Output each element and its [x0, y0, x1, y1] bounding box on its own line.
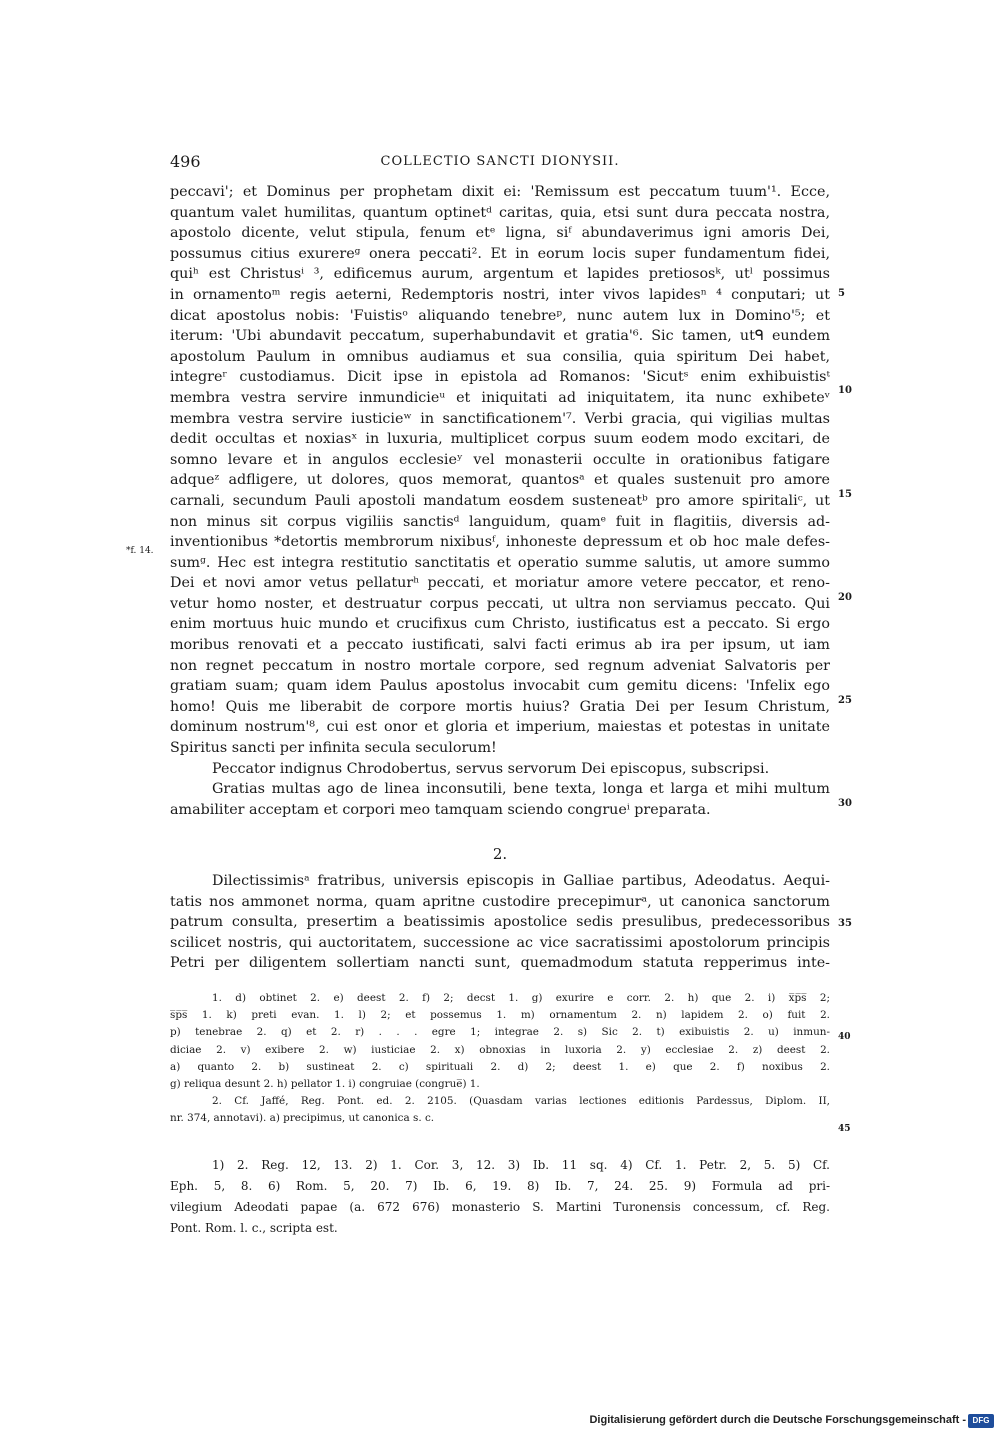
line-number: 45	[838, 1124, 851, 1134]
subscription-line: Peccator indignus Chrodobertus, servus servorum Dei episcopus, subscripsi.	[212, 760, 770, 777]
text-line: Dilectissimisᵃ fratribus, universis episcopis in Galliae partibus, Adeodatus. Aequi-	[212, 873, 830, 889]
apparatus-line: s̅p̅s̅ 1. k) preti evan. 1. l) 2; et possemus 1. m) ornamentum 2. n) lapidem 2. o) fuit 2.	[170, 1009, 830, 1022]
text-line: apostolum Paulum in omnibus audiamus et sua consilia, quia spiritum Dei habet,	[170, 348, 830, 365]
text-line: scilicet nostris, qui auctoritatem, successione ac vice sacratissimi apostolorum principis	[170, 934, 830, 951]
text-line: adqueᶻ adfligere, ut dolores, quos memorat, quantosᵃ et quales sustenuit pro amore	[170, 472, 830, 489]
text-line: quantum valet humilitas, quantum optinetᵈ caritas, quia, etsi sunt dura peccata nostra,	[170, 204, 830, 221]
charter-1-text	[170, 182, 830, 820]
section-number: 2.	[492, 845, 508, 863]
text-line: apostolo dicente, velut stipula, fenum etᵉ ligna, siᶠ abundaverimus igni amoris Dei,	[170, 225, 830, 242]
folio-margin-note: *f. 14.	[126, 546, 154, 556]
text-line: membra vestra servire inmundicieᵘ et iniquitati ad iniquitatem, ita nunc exhibeteᵛ	[170, 389, 830, 406]
text-line: integreʳ custodiamus. Dicit ipse in epistola ad Romanos: 'Sicutˢ enim exhibuistisᵗ	[170, 369, 830, 386]
text-line: possumus citius exurereᵍ onera peccati². Et in eorum locis super fundamentum fidei,	[170, 245, 830, 262]
text-line: patrum consulta, presertim a beatissimis apostolice sedis presulibus, predecessoribus	[170, 914, 830, 931]
text-line: sumᵍ. Hec est integra restitutio sanctitatis et operatio summe salutis, ut amore summo	[170, 554, 830, 571]
text-line: non minus sit corpus vigiliis sanctisᵈ languidum, quamᵉ fuit in flagitiis, diversis ad-	[170, 513, 830, 530]
source-footnotes	[170, 1155, 830, 1239]
digitization-credit: Digitalisierung gefördert durch die Deutsche Forschungsgemeinschaft -	[589, 1414, 966, 1426]
text-line: in ornamentoᵐ regis aeterni, Redemptoris nostri, inter vivos lapidesⁿ ⁴ conputari; ut	[170, 286, 830, 303]
text-line: non regnet peccatum in nostro mortale corpore, sed regnum adveniat Salvatoris per	[170, 657, 830, 674]
line-number: 15	[838, 489, 852, 500]
text-line: gratiam suam; quam idem Paulus apostolus invocabit cum gemitu dicens: 'Infelix ego	[170, 678, 830, 695]
line-number: 30	[838, 798, 852, 809]
footnote-line: Eph. 5, 8. 6) Rom. 5, 20. 7) Ib. 6, 19. 8) Ib. 7, 24. 25. 9) Formula ad pri-	[170, 1179, 830, 1193]
text-line: enim mortuus huic mundo et crucifixus cum Christo, iustificatus est a peccato. Si ergo	[170, 616, 830, 633]
text-line: dedit occultas et noxiasˣ in luxuria, multiplicet corpus suum eodem modo excitari, de	[170, 431, 830, 448]
apparatus-line: 2. Cf. Jaffé, Reg. Pont. ed. 2. 2105. (Quasdam varias lectiones editionis Pardessus, Diplom. II,	[212, 1095, 830, 1108]
text-line: tatis nos ammonet norma, quam apritne custodire precepimurᵃ, ut canonica sanctorum	[170, 893, 830, 910]
line-number: 40	[838, 1032, 851, 1042]
text-line: inventionibus *detortis membrorum nixibusᶠ, inhoneste depressum et ob hoc male defes-	[170, 534, 830, 551]
text-line: Petri per diligentem sollertiam nancti sunt, quemadmodum statuta repperimus inte-	[170, 955, 830, 972]
text-line: dicat apostolus nobis: 'Fuistisᵒ aliquando tenebreᵖ, nunc autem lux in Domino'⁵; et	[170, 307, 830, 324]
text-line: Spiritus sancti per infinita secula seculorum!	[170, 740, 497, 757]
critical-apparatus	[170, 990, 830, 1128]
apparatus-line: a) quanto 2. b) sustineat 2. c) spirituali 2. d) 2; deest 1. e) que 2. f) noxibus 2.	[170, 1060, 830, 1073]
text-line: carnali, secundum Pauli apostoli mandatum eosdem susteneatᵇ pro amore spiritaliᶜ, ut	[170, 492, 830, 509]
text-line: Dei et novi amor vetus pellaturʰ peccati, et moriatur amore vetere peccator, et reno-	[170, 575, 830, 592]
apparatus-line: 1. d) obtinet 2. e) deest 2. f) 2; decst 1. g) exurire e corr. 2. h) que 2. i) x̅p̅s̅ 2;	[212, 992, 830, 1004]
text-line: iterum: 'Ubi abundavit peccatum, superhabundavit et gratia'⁶. Sic tamen, utᑫ eundem	[170, 328, 830, 345]
dfg-logo-icon: DFG	[968, 1414, 994, 1428]
charter-2-text	[170, 871, 830, 974]
line-number: 25	[838, 695, 852, 706]
apparatus-line: diciae 2. v) exibere 2. w) iusticiae 2. x) obnoxias in luxoria 2. y) ecclesiae 2. z) deest 2.	[170, 1043, 830, 1056]
footnote-line: Pont. Rom. l. c., scripta est.	[170, 1221, 338, 1235]
text-line: moribus renovati et a peccato iustificati, salvi facti erimus ab ira per ipsum, ut iam	[170, 637, 830, 654]
text-line: homo! Quis me liberabit de corpore mortis huius? Gratia Dei per Iesum Christum,	[170, 698, 830, 715]
text-line: Gratias multas ago de linea inconsutili, bene texta, longa et larga et mihi multum	[212, 781, 830, 798]
running-title: COLLECTIO SANCTI DIONYSII.	[380, 154, 620, 169]
text-line: somno levare et in angulos ecclesieʸ vel monasterii occulte in orationibus fatigare	[170, 451, 830, 468]
page-number: 496	[170, 152, 201, 171]
apparatus-line: p) tenebrae 2. q) et 2. r) . . . egre 1; integrae 2. s) Sic 2. t) exibuistis 2. u) inmun-	[170, 1026, 830, 1039]
line-number: 35	[838, 918, 852, 929]
footnote-line: 1) 2. Reg. 12, 13. 2) 1. Cor. 3, 12. 3) Ib. 11 sq. 4) Cf. 1. Petr. 2, 5. 5) Cf.	[212, 1158, 830, 1172]
apparatus-line: nr. 374, annotavi). a) precipimus, ut canonica s. c.	[170, 1112, 435, 1125]
footnote-line: vilegium Adeodati papae (a. 672 676) monasterio S. Martini Turonensis concessum, cf. Reg.	[170, 1200, 830, 1214]
text-line: vetur homo noster, et destruatur corpus peccati, ut ultra non serviamus peccato. Qui	[170, 595, 830, 612]
text-line: peccavi'; et Dominus per prophetam dixit ei: 'Remissum est peccatum tuum'¹. Ecce,	[170, 184, 830, 200]
line-number: 10	[838, 385, 852, 396]
text-line: membra vestra servire iusticieʷ in sanctificationem'⁷. Verbi gracia, qui vigilias multas	[170, 410, 830, 427]
text-line: dominum nostrum'⁸, cui est onor et gloria et imperium, maiestas et potestas in unitate	[170, 719, 830, 736]
text-line: quiʰ est Christusⁱ ³, edificemus aurum, argentum et lapides pretiososᵏ, utˡ possimus	[170, 266, 830, 283]
apparatus-line: g) reliqua desunt 2. h) pellator 1. i) congruiae (congrue̅) 1.	[170, 1078, 480, 1091]
line-number: 5	[838, 288, 845, 299]
text-line: amabiliter acceptam et corpori meo tamquam sciendo congrueⁱ preparata.	[170, 801, 711, 818]
line-number: 20	[838, 592, 852, 603]
